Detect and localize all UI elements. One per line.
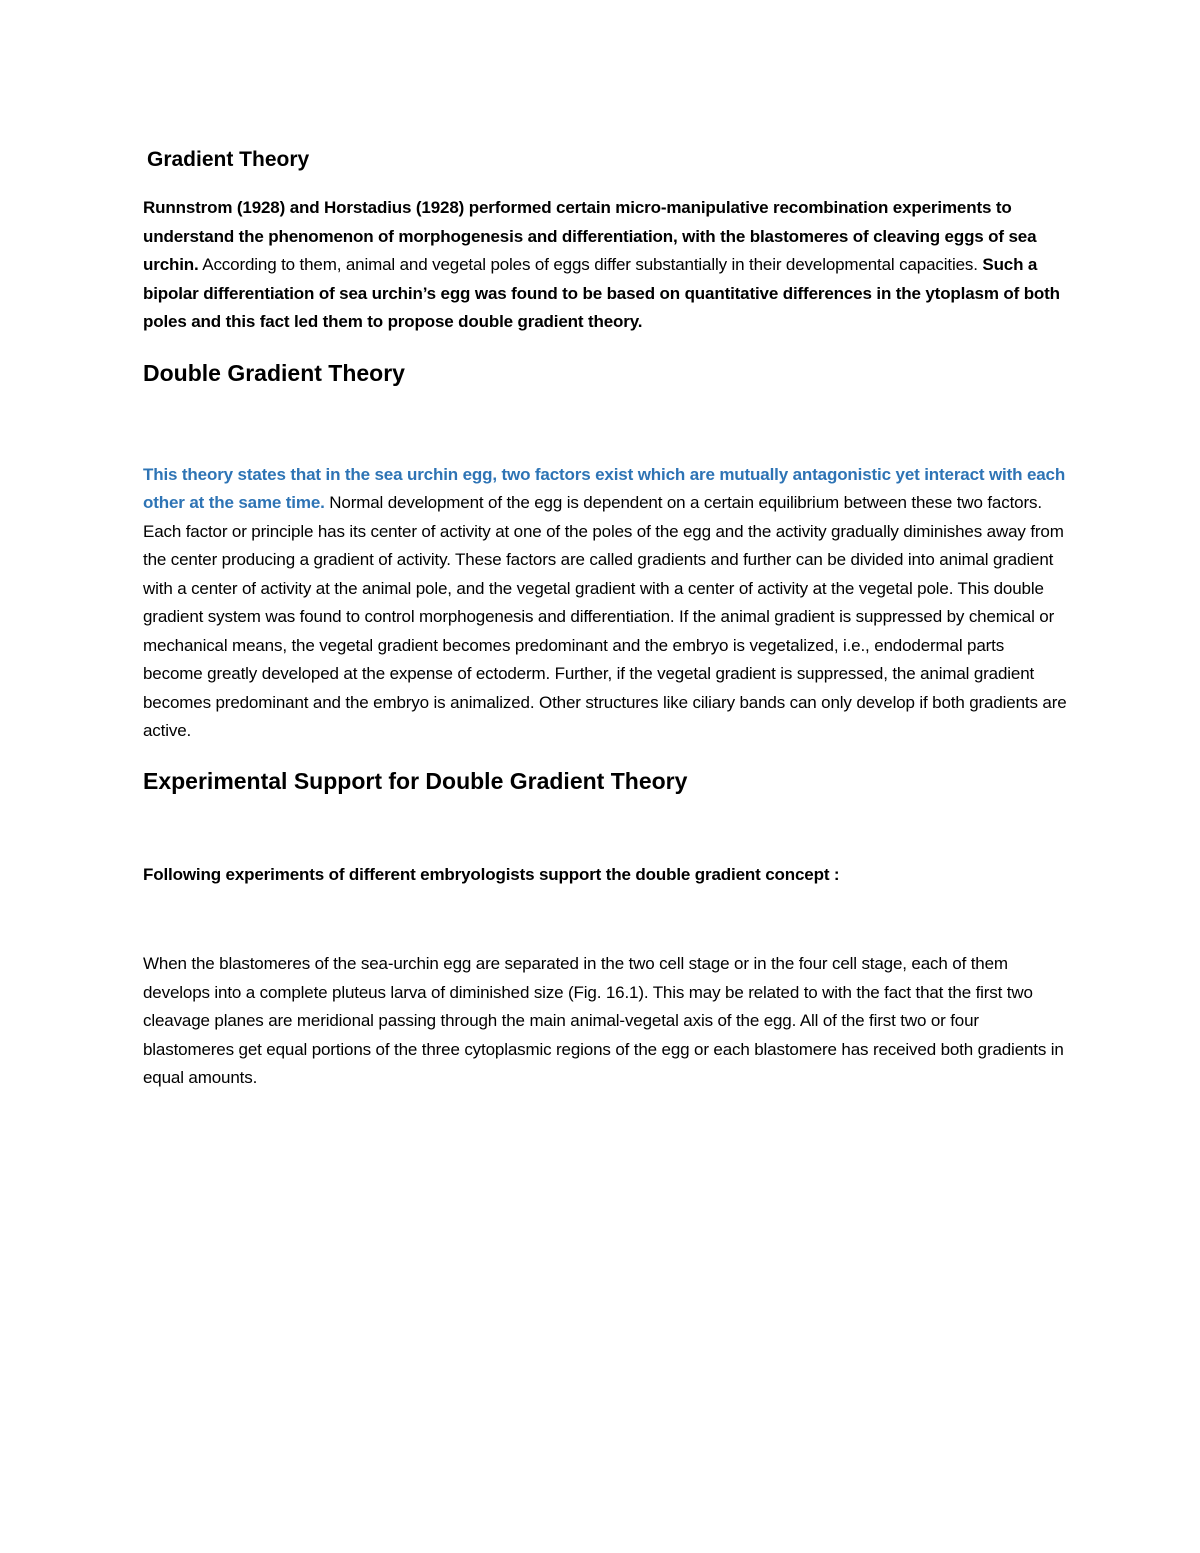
double-gradient-body-text: Normal development of the egg is dependent on a certain equilibrium between these two factors. Each factor or principle has its center of activity at one of the poles of the egg and the activity gradually diminishes away from the center producing a gradient of activity. These factors are called gradients and further can be divided into animal gradient with a center of activity at the animal pole, and the vegetal gradient with a center of activity at the vegetal pole. This double gradient system was found to control morphogenesis and differentiation. If the animal gradient is suppressed by chemical or mechanical means, the vegetal gradient becomes predominant and the embryo is vegetalized, i.e., endodermal parts become greatly developed at the expense of ectoderm. Further, if the vegetal gradient is suppressed, the animal gradient becomes predominant and the embryo is animalized. Other structures like ciliary bands can only develop if both gradients are active. xyxy=(143,493,1067,740)
gradient-theory-paragraph xyxy=(143,194,1068,337)
gradient-theory-heading: Gradient Theory xyxy=(147,148,310,171)
gradient-intro-bold-text: Runnstrom (1928) and Horstadius (1928) performed certain micro-manipulative recombination experiments to understand the phenomenon of morphogenesis and differentiation, with the blastomeres of cleaving eggs of sea urchin. xyxy=(143,198,1037,274)
experimental-body-paragraph: When the blastomeres of the sea-urchin egg are separated in the two cell stage or in the four cell stage, each of them develops into a complete pluteus larva of diminished size (Fig. 16.1). This may be related to with the fact that the first two cleavage planes are meridional passing through the main animal-vegetal axis of the egg. All of the first two or four blastomeres get equal portions of the three cytoplasmic regions of the egg or each blastomere has received both gradients in equal amounts. xyxy=(143,954,1064,1087)
double-gradient-paragraph xyxy=(143,461,1068,746)
experimental-intro-paragraph: Following experiments of different embryologists support the double gradient concept : xyxy=(143,864,840,884)
gradient-regular-text: According to them, animal and vegetal poles of eggs differ substantially in their developmental capacities. xyxy=(198,255,978,274)
document-page xyxy=(143,140,1068,1093)
experimental-support-heading: Experimental Support for Double Gradient Theory xyxy=(143,767,688,794)
gradient-conclusion-bold-text: Such a bipolar differentiation of sea urchin’s egg was found to be based on quantitative differences in the ytoplasm of both poles and this fact led them to propose double gradient theory. xyxy=(143,255,1060,331)
double-gradient-theory-heading: Double Gradient Theory xyxy=(143,359,405,386)
double-gradient-highlight-text: This theory states that in the sea urchin egg, two factors exist which are mutually antagonistic yet interact with each other at the same time. xyxy=(143,464,1066,512)
